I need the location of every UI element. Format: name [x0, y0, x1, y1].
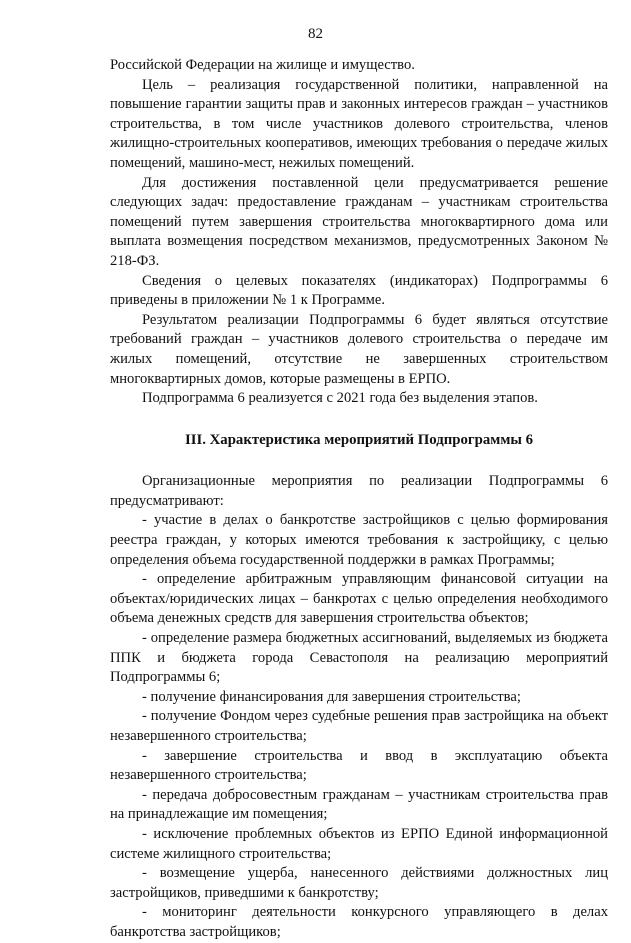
list-item: - получение Фондом через судебные решения прав застройщика на объект незавершенного строительства; [110, 708, 608, 744]
list-item: - определение арбитражным управляющим финансовой ситуации на объектах/юридических лицах – банкротах с целью определения необходимого объема денежных средств для завершения строительства объектов; [110, 571, 608, 627]
paragraph-continuation: Российской Федерации на жилище и имущество. [110, 57, 415, 73]
paragraph-results: Результатом реализации Подпрограммы 6 будет являться отсутствие требований граждан – участников долевого строительства о передаче им жилых помещений, отсутствие не завершенных строительством многоквартирных домов, которые размещены в ЕРПО. [110, 311, 608, 387]
list-item: - определение размера бюджетных ассигнований, выделяемых из бюджета ППК и бюджета города Севастополя на реализацию мероприятий Подпрограммы 6; [110, 630, 608, 686]
list-item: - передача добросовестным гражданам – участникам строительства прав на принадлежащие им помещения; [110, 786, 608, 823]
section-heading: III. Характеристика мероприятий Подпрограммы 6 [184, 431, 534, 448]
list-item: - участие в делах о банкротстве застройщиков с целью формирования реестра граждан, у которых имеются требования к застройщику, с целью определения объема государственной поддержки в рамках Программы; [110, 512, 608, 568]
document-body [110, 56, 608, 943]
paragraph-measures-intro: Организационные мероприятия по реализации Подпрограммы 6 предусматривают: [110, 473, 608, 509]
paragraph-tasks: Для достижения поставленной цели предусматривается решение следующих задач: предоставление гражданам – участникам строительства помещений путем завершения строительства многоквартирного дома или выплата возмещения посредством механизмов, предусмотренных Законом № 218-ФЗ. [110, 174, 608, 269]
paragraph-indicators: Сведения о целевых показателях (индикаторах) Подпрограммы 6 приведены в приложении № 1 к Программе. [110, 272, 608, 309]
list-item: - завершение строительства и ввод в эксплуатацию объекта незавершенного строительства; [110, 747, 608, 784]
paragraph-period: Подпрограмма 6 реализуется с 2021 года без выделения этапов. [142, 390, 538, 407]
paragraph-goal: Цель – реализация государственной политики, направленной на повышение гарантии защиты прав и законных интересов граждан – участников строительства, в том числе участников долевого строительства, членов жилищно-строительных кооперативов, имеющих требования о передаче жилых помещений, машино-мест, нежилых помещений. [110, 76, 608, 171]
list-item: - мониторинг деятельности конкурсного управляющего в делах банкротства застройщиков; [110, 904, 608, 940]
list-item: - возмещение ущерба, нанесенного действиями должностных лиц застройщиков, приведшими к банкротству; [110, 865, 608, 901]
list-item: - исключение проблемных объектов из ЕРПО Единой информационной системе жилищного строительства; [110, 825, 608, 862]
page-number: 82 [308, 26, 323, 42]
list-item: - получение финансирования для завершения строительства; [142, 688, 521, 705]
